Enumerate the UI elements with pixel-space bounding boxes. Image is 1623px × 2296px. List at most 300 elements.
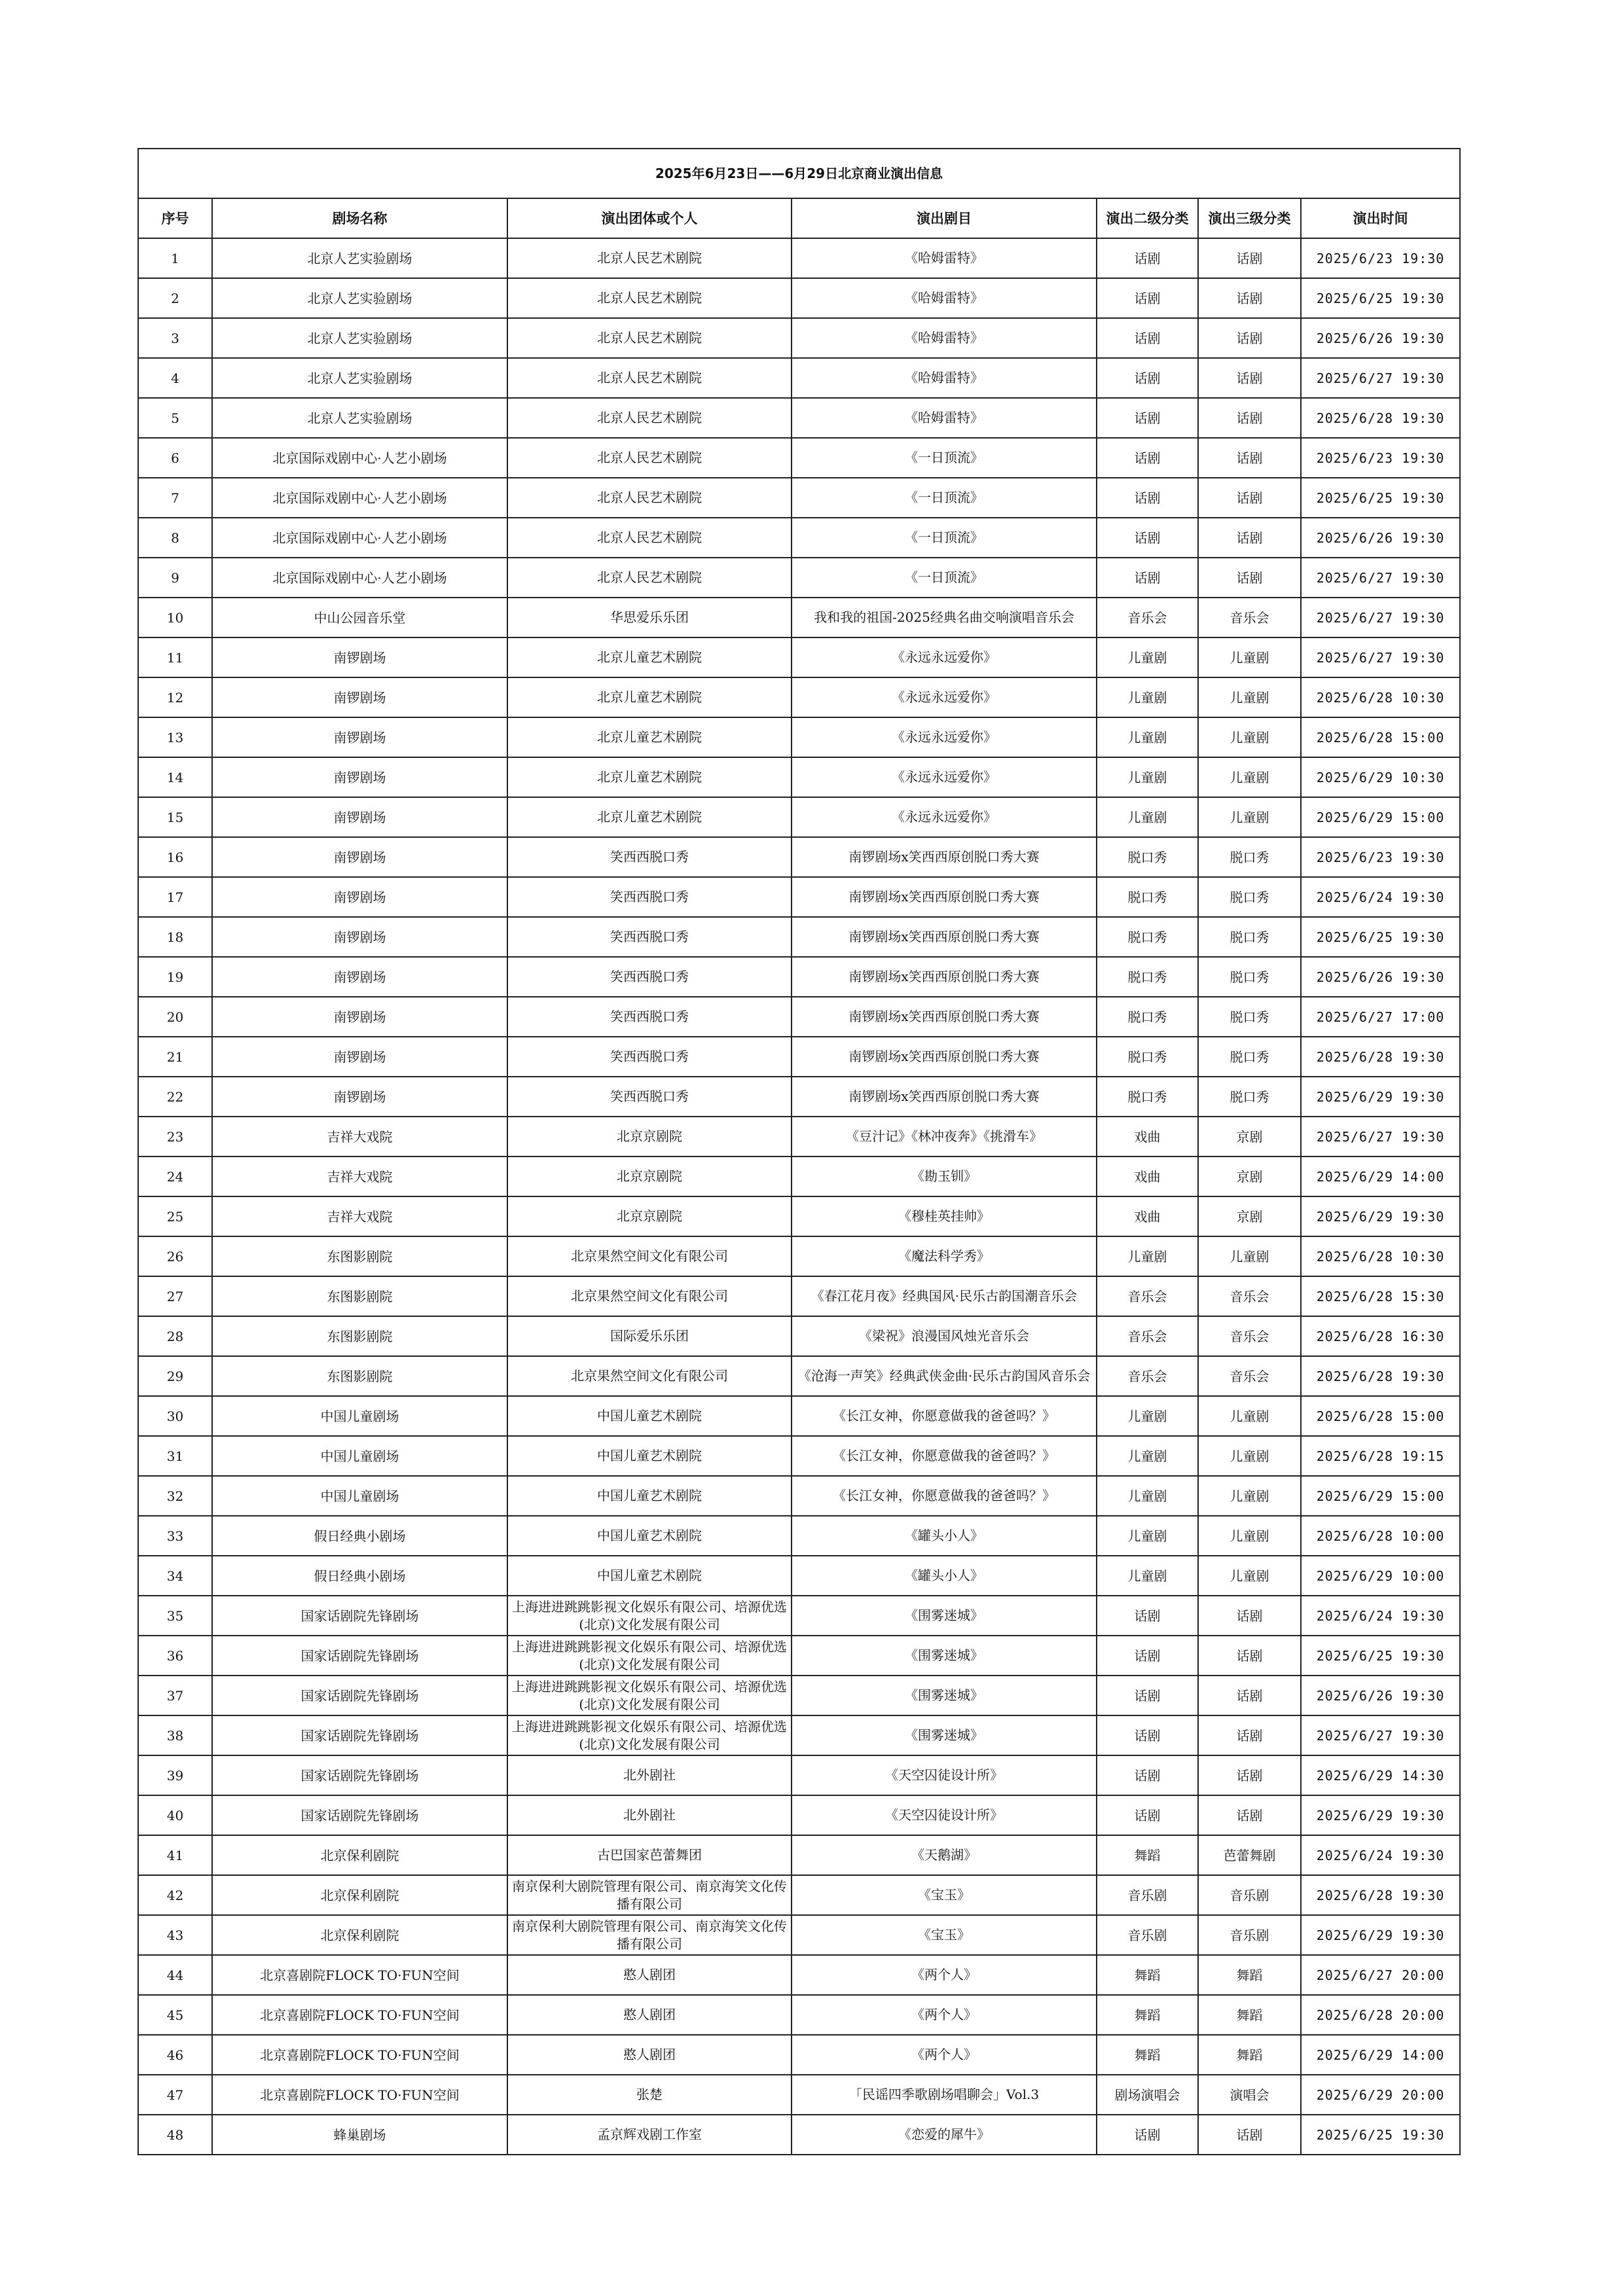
cell-time: 2025/6/29 20:00 — [1301, 2075, 1460, 2115]
cell-category-level2: 话剧 — [1097, 398, 1198, 438]
cell-category-level3: 话剧 — [1198, 398, 1301, 438]
cell-category-level3: 脱口秀 — [1198, 837, 1301, 877]
cell-program: 《围雾迷城》 — [792, 1596, 1097, 1636]
cell-category-level2: 音乐剧 — [1097, 1875, 1198, 1915]
cell-index: 34 — [138, 1556, 212, 1596]
table-row — [138, 1276, 1460, 1316]
cell-time: 2025/6/29 15:00 — [1301, 797, 1460, 837]
table-row — [138, 1396, 1460, 1436]
cell-time: 2025/6/24 19:30 — [1301, 877, 1460, 917]
cell-program: 《梁祝》浪漫国风烛光音乐会 — [792, 1316, 1097, 1356]
cell-performer: 北京果然空间文化有限公司 — [507, 1356, 792, 1396]
cell-performer: 笑西西脱口秀 — [507, 957, 792, 997]
cell-performer: 北京京剧院 — [507, 1196, 792, 1236]
cell-time: 2025/6/28 16:30 — [1301, 1316, 1460, 1356]
cell-time: 2025/6/28 10:30 — [1301, 677, 1460, 717]
table-row — [138, 837, 1460, 877]
cell-index: 42 — [138, 1875, 212, 1915]
cell-category-level3: 话剧 — [1198, 318, 1301, 358]
cell-index: 47 — [138, 2075, 212, 2115]
cell-category-level3: 话剧 — [1198, 1795, 1301, 1835]
cell-venue: 北京保利剧院 — [212, 1835, 507, 1875]
table-row — [138, 1117, 1460, 1157]
cell-category-level2: 话剧 — [1097, 1715, 1198, 1755]
table-row — [138, 478, 1460, 518]
cell-category-level3: 音乐会 — [1198, 1316, 1301, 1356]
cell-program: 《永远永远爱你》 — [792, 677, 1097, 717]
cell-time: 2025/6/27 20:00 — [1301, 1955, 1460, 1995]
header-performer: 演出团体或个人 — [507, 198, 792, 238]
cell-venue: 南锣剧场 — [212, 797, 507, 837]
cell-index: 30 — [138, 1396, 212, 1436]
cell-program: 《恋爱的犀牛》 — [792, 2115, 1097, 2155]
cell-program: 《两个人》 — [792, 1955, 1097, 1995]
cell-index: 25 — [138, 1196, 212, 1236]
cell-venue: 南锣剧场 — [212, 957, 507, 997]
table-row — [138, 238, 1460, 278]
cell-index: 1 — [138, 238, 212, 278]
cell-category-level2: 儿童剧 — [1097, 1556, 1198, 1596]
cell-venue: 国家话剧院先锋剧场 — [212, 1676, 507, 1715]
table-row — [138, 1356, 1460, 1396]
cell-time: 2025/6/29 14:30 — [1301, 1755, 1460, 1795]
cell-index: 18 — [138, 917, 212, 957]
table-row — [138, 2035, 1460, 2075]
cell-index: 23 — [138, 1117, 212, 1157]
cell-category-level2: 儿童剧 — [1097, 1476, 1198, 1516]
cell-performer: 上海进进跳跳影视文化娱乐有限公司、培源优选(北京)文化发展有限公司 — [507, 1715, 792, 1755]
cell-venue: 南锣剧场 — [212, 837, 507, 877]
cell-program: 《哈姆雷特》 — [792, 358, 1097, 398]
cell-time: 2025/6/25 19:30 — [1301, 278, 1460, 318]
cell-category-level2: 剧场演唱会 — [1097, 2075, 1198, 2115]
cell-performer: 上海进进跳跳影视文化娱乐有限公司、培源优选(北京)文化发展有限公司 — [507, 1636, 792, 1676]
cell-performer: 笑西西脱口秀 — [507, 917, 792, 957]
table-row — [138, 1596, 1460, 1636]
cell-program: 《围雾迷城》 — [792, 1676, 1097, 1715]
cell-time: 2025/6/28 10:00 — [1301, 1516, 1460, 1556]
cell-category-level2: 舞蹈 — [1097, 2035, 1198, 2075]
table-row — [138, 1196, 1460, 1236]
cell-category-level3: 芭蕾舞剧 — [1198, 1835, 1301, 1875]
cell-time: 2025/6/29 19:30 — [1301, 1077, 1460, 1117]
cell-performer: 憨人剧团 — [507, 1955, 792, 1995]
cell-category-level2: 话剧 — [1097, 358, 1198, 398]
cell-category-level2: 话剧 — [1097, 518, 1198, 558]
cell-category-level3: 京剧 — [1198, 1117, 1301, 1157]
cell-venue: 南锣剧场 — [212, 717, 507, 757]
cell-performer: 北京人民艺术剧院 — [507, 358, 792, 398]
table-row — [138, 518, 1460, 558]
cell-category-level3: 话剧 — [1198, 558, 1301, 598]
cell-program: 《永远永远爱你》 — [792, 797, 1097, 837]
cell-time: 2025/6/28 20:00 — [1301, 1995, 1460, 2035]
cell-index: 20 — [138, 997, 212, 1037]
cell-venue: 北京喜剧院FLOCK TO·FUN空间 — [212, 1995, 507, 2035]
cell-time: 2025/6/26 19:30 — [1301, 1676, 1460, 1715]
cell-category-level2: 话剧 — [1097, 1596, 1198, 1636]
cell-venue: 吉祥大戏院 — [212, 1196, 507, 1236]
table-row — [138, 2115, 1460, 2155]
table-row — [138, 1915, 1460, 1955]
cell-program: 《哈姆雷特》 — [792, 398, 1097, 438]
cell-venue: 北京人艺实验剧场 — [212, 398, 507, 438]
table-row — [138, 1516, 1460, 1556]
cell-performer: 华思爱乐乐团 — [507, 598, 792, 637]
cell-performer: 笑西西脱口秀 — [507, 837, 792, 877]
cell-category-level2: 儿童剧 — [1097, 677, 1198, 717]
cell-index: 4 — [138, 358, 212, 398]
cell-category-level2: 儿童剧 — [1097, 1236, 1198, 1276]
cell-category-level2: 脱口秀 — [1097, 1037, 1198, 1077]
cell-venue: 假日经典小剧场 — [212, 1556, 507, 1596]
cell-program: 《一日顶流》 — [792, 558, 1097, 598]
cell-time: 2025/6/28 19:30 — [1301, 1037, 1460, 1077]
cell-category-level3: 话剧 — [1198, 1755, 1301, 1795]
cell-venue: 国家话剧院先锋剧场 — [212, 1715, 507, 1755]
table-row — [138, 318, 1460, 358]
cell-program: 南锣剧场x笑西西原创脱口秀大赛 — [792, 1077, 1097, 1117]
cell-category-level3: 儿童剧 — [1198, 1436, 1301, 1476]
cell-category-level3: 话剧 — [1198, 358, 1301, 398]
table-row — [138, 997, 1460, 1037]
cell-program: 《魔法科学秀》 — [792, 1236, 1097, 1276]
cell-index: 24 — [138, 1157, 212, 1196]
cell-venue: 假日经典小剧场 — [212, 1516, 507, 1556]
cell-category-level2: 舞蹈 — [1097, 1835, 1198, 1875]
table-row — [138, 1755, 1460, 1795]
cell-category-level2: 音乐剧 — [1097, 1915, 1198, 1955]
cell-category-level3: 演唱会 — [1198, 2075, 1301, 2115]
cell-program: 《永远永远爱你》 — [792, 717, 1097, 757]
table-row — [138, 877, 1460, 917]
cell-venue: 北京国际戏剧中心·人艺小剧场 — [212, 478, 507, 518]
cell-category-level2: 脱口秀 — [1097, 917, 1198, 957]
cell-program: 《永远永远爱你》 — [792, 637, 1097, 677]
cell-index: 16 — [138, 837, 212, 877]
table-row — [138, 1676, 1460, 1715]
table-row — [138, 2075, 1460, 2115]
cell-time: 2025/6/25 19:30 — [1301, 917, 1460, 957]
cell-performer: 南京保利大剧院管理有限公司、南京海笑文化传播有限公司 — [507, 1915, 792, 1955]
cell-program: 《一日顶流》 — [792, 438, 1097, 478]
cell-category-level2: 戏曲 — [1097, 1117, 1198, 1157]
cell-category-level3: 儿童剧 — [1198, 1556, 1301, 1596]
cell-index: 11 — [138, 637, 212, 677]
cell-category-level2: 话剧 — [1097, 478, 1198, 518]
cell-time: 2025/6/29 19:30 — [1301, 1795, 1460, 1835]
cell-venue: 北京国际戏剧中心·人艺小剧场 — [212, 518, 507, 558]
cell-venue: 中国儿童剧场 — [212, 1436, 507, 1476]
table-row — [138, 1556, 1460, 1596]
cell-category-level3: 脱口秀 — [1198, 997, 1301, 1037]
cell-venue: 北京国际戏剧中心·人艺小剧场 — [212, 558, 507, 598]
cell-program: 《春江花月夜》经典国风·民乐古韵国潮音乐会 — [792, 1276, 1097, 1316]
cell-performer: 北京人民艺术剧院 — [507, 238, 792, 278]
cell-venue: 东图影剧院 — [212, 1316, 507, 1356]
cell-category-level3: 话剧 — [1198, 438, 1301, 478]
cell-time: 2025/6/26 19:30 — [1301, 318, 1460, 358]
cell-category-level3: 话剧 — [1198, 1596, 1301, 1636]
table-row — [138, 1316, 1460, 1356]
cell-performer: 北京人民艺术剧院 — [507, 558, 792, 598]
cell-performer: 憨人剧团 — [507, 1995, 792, 2035]
cell-category-level2: 话剧 — [1097, 238, 1198, 278]
cell-category-level2: 脱口秀 — [1097, 957, 1198, 997]
cell-program: 《罐头小人》 — [792, 1556, 1097, 1596]
cell-category-level3: 儿童剧 — [1198, 1236, 1301, 1276]
table-row — [138, 398, 1460, 438]
cell-index: 5 — [138, 398, 212, 438]
cell-category-level2: 儿童剧 — [1097, 637, 1198, 677]
cell-index: 41 — [138, 1835, 212, 1875]
cell-category-level3: 儿童剧 — [1198, 1476, 1301, 1516]
header-index: 序号 — [138, 198, 212, 238]
cell-category-level3: 舞蹈 — [1198, 2035, 1301, 2075]
cell-venue: 北京喜剧院FLOCK TO·FUN空间 — [212, 1955, 507, 1995]
cell-performer: 北京儿童艺术剧院 — [507, 797, 792, 837]
cell-program: 《长江女神，你愿意做我的爸爸吗？》 — [792, 1396, 1097, 1436]
table-row — [138, 1157, 1460, 1196]
cell-time: 2025/6/23 19:30 — [1301, 837, 1460, 877]
cell-category-level2: 音乐会 — [1097, 1316, 1198, 1356]
cell-category-level2: 儿童剧 — [1097, 797, 1198, 837]
cell-program: 《天空囚徒设计所》 — [792, 1795, 1097, 1835]
cell-performer: 北京果然空间文化有限公司 — [507, 1236, 792, 1276]
cell-venue: 东图影剧院 — [212, 1236, 507, 1276]
cell-program: 《哈姆雷特》 — [792, 318, 1097, 358]
cell-venue: 东图影剧院 — [212, 1276, 507, 1316]
cell-category-level2: 舞蹈 — [1097, 1955, 1198, 1995]
cell-performer: 北外剧社 — [507, 1795, 792, 1835]
cell-program: 《一日顶流》 — [792, 478, 1097, 518]
cell-performer: 北京人民艺术剧院 — [507, 318, 792, 358]
cell-venue: 北京保利剧院 — [212, 1915, 507, 1955]
header-category-level2: 演出二级分类 — [1097, 198, 1198, 238]
cell-performer: 南京保利大剧院管理有限公司、南京海笑文化传播有限公司 — [507, 1875, 792, 1915]
cell-index: 40 — [138, 1795, 212, 1835]
cell-time: 2025/6/27 19:30 — [1301, 558, 1460, 598]
header-time: 演出时间 — [1301, 198, 1460, 238]
cell-category-level3: 儿童剧 — [1198, 1516, 1301, 1556]
cell-category-level3: 儿童剧 — [1198, 677, 1301, 717]
cell-index: 13 — [138, 717, 212, 757]
cell-category-level2: 儿童剧 — [1097, 1436, 1198, 1476]
cell-program: 《长江女神，你愿意做我的爸爸吗？》 — [792, 1476, 1097, 1516]
cell-time: 2025/6/23 19:30 — [1301, 438, 1460, 478]
cell-category-level2: 戏曲 — [1097, 1196, 1198, 1236]
cell-category-level3: 话剧 — [1198, 1715, 1301, 1755]
cell-category-level3: 脱口秀 — [1198, 957, 1301, 997]
table-row — [138, 438, 1460, 478]
cell-performer: 北京京剧院 — [507, 1117, 792, 1157]
cell-performer: 上海进进跳跳影视文化娱乐有限公司、培源优选(北京)文化发展有限公司 — [507, 1596, 792, 1636]
cell-index: 17 — [138, 877, 212, 917]
cell-category-level2: 话剧 — [1097, 2115, 1198, 2155]
cell-performer: 中国儿童艺术剧院 — [507, 1556, 792, 1596]
cell-time: 2025/6/27 19:30 — [1301, 1117, 1460, 1157]
cell-category-level2: 音乐会 — [1097, 1276, 1198, 1316]
cell-program: 南锣剧场x笑西西原创脱口秀大赛 — [792, 1037, 1097, 1077]
cell-performer: 张楚 — [507, 2075, 792, 2115]
cell-index: 32 — [138, 1476, 212, 1516]
cell-venue: 北京国际戏剧中心·人艺小剧场 — [212, 438, 507, 478]
table-row — [138, 1875, 1460, 1915]
cell-category-level3: 舞蹈 — [1198, 1995, 1301, 2035]
cell-category-level3: 音乐剧 — [1198, 1875, 1301, 1915]
table-row — [138, 278, 1460, 318]
cell-category-level2: 音乐会 — [1097, 598, 1198, 637]
cell-venue: 南锣剧场 — [212, 1037, 507, 1077]
cell-category-level3: 脱口秀 — [1198, 1077, 1301, 1117]
cell-index: 6 — [138, 438, 212, 478]
header-venue: 剧场名称 — [212, 198, 507, 238]
cell-time: 2025/6/28 15:00 — [1301, 1396, 1460, 1436]
cell-venue: 南锣剧场 — [212, 917, 507, 957]
table-row — [138, 797, 1460, 837]
cell-performer: 北京京剧院 — [507, 1157, 792, 1196]
cell-performer: 北外剧社 — [507, 1755, 792, 1795]
cell-category-level3: 话剧 — [1198, 2115, 1301, 2155]
cell-index: 15 — [138, 797, 212, 837]
cell-category-level2: 话剧 — [1097, 1755, 1198, 1795]
cell-category-level2: 儿童剧 — [1097, 1396, 1198, 1436]
table-title: 2025年6月23日——6月29日北京商业演出信息 — [138, 149, 1460, 198]
cell-program: 南锣剧场x笑西西原创脱口秀大赛 — [792, 877, 1097, 917]
cell-venue: 南锣剧场 — [212, 677, 507, 717]
cell-time: 2025/6/28 19:30 — [1301, 398, 1460, 438]
cell-program: 《天鹅湖》 — [792, 1835, 1097, 1875]
cell-category-level3: 舞蹈 — [1198, 1955, 1301, 1995]
cell-time: 2025/6/25 19:30 — [1301, 1636, 1460, 1676]
cell-performer: 北京儿童艺术剧院 — [507, 757, 792, 797]
cell-category-level2: 脱口秀 — [1097, 837, 1198, 877]
cell-category-level2: 儿童剧 — [1097, 717, 1198, 757]
cell-program: 《围雾迷城》 — [792, 1715, 1097, 1755]
table-row — [138, 1037, 1460, 1077]
cell-program: 《一日顶流》 — [792, 518, 1097, 558]
cell-time: 2025/6/28 15:30 — [1301, 1276, 1460, 1316]
cell-index: 39 — [138, 1755, 212, 1795]
cell-program: 《穆桂英挂帅》 — [792, 1196, 1097, 1236]
cell-program: 《围雾迷城》 — [792, 1636, 1097, 1676]
cell-venue: 吉祥大戏院 — [212, 1157, 507, 1196]
cell-index: 43 — [138, 1915, 212, 1955]
cell-venue: 北京人艺实验剧场 — [212, 238, 507, 278]
cell-category-level3: 京剧 — [1198, 1157, 1301, 1196]
cell-venue: 南锣剧场 — [212, 877, 507, 917]
table-row — [138, 598, 1460, 637]
cell-index: 45 — [138, 1995, 212, 2035]
cell-performer: 中国儿童艺术剧院 — [507, 1516, 792, 1556]
cell-category-level3: 儿童剧 — [1198, 757, 1301, 797]
cell-category-level3: 儿童剧 — [1198, 717, 1301, 757]
cell-category-level3: 儿童剧 — [1198, 797, 1301, 837]
cell-time: 2025/6/28 19:30 — [1301, 1875, 1460, 1915]
cell-performer: 孟京辉戏剧工作室 — [507, 2115, 792, 2155]
cell-time: 2025/6/28 19:15 — [1301, 1436, 1460, 1476]
table-row — [138, 757, 1460, 797]
cell-performer: 北京儿童艺术剧院 — [507, 677, 792, 717]
cell-time: 2025/6/29 19:30 — [1301, 1915, 1460, 1955]
cell-program: 我和我的祖国-2025经典名曲交响演唱音乐会 — [792, 598, 1097, 637]
cell-venue: 北京人艺实验剧场 — [212, 358, 507, 398]
cell-index: 21 — [138, 1037, 212, 1077]
cell-performer: 北京儿童艺术剧院 — [507, 717, 792, 757]
cell-category-level3: 话剧 — [1198, 518, 1301, 558]
cell-performer: 憨人剧团 — [507, 2035, 792, 2075]
cell-category-level2: 脱口秀 — [1097, 877, 1198, 917]
cell-venue: 北京喜剧院FLOCK TO·FUN空间 — [212, 2035, 507, 2075]
cell-index: 14 — [138, 757, 212, 797]
cell-index: 26 — [138, 1236, 212, 1276]
cell-venue: 中国儿童剧场 — [212, 1396, 507, 1436]
cell-category-level3: 脱口秀 — [1198, 1037, 1301, 1077]
cell-performer: 国际爱乐乐团 — [507, 1316, 792, 1356]
cell-venue: 北京喜剧院FLOCK TO·FUN空间 — [212, 2075, 507, 2115]
cell-performer: 北京果然空间文化有限公司 — [507, 1276, 792, 1316]
cell-time: 2025/6/23 19:30 — [1301, 238, 1460, 278]
cell-category-level3: 话剧 — [1198, 478, 1301, 518]
cell-category-level3: 音乐会 — [1198, 598, 1301, 637]
cell-program: 「民谣四季歌剧场唱聊会」Vol.3 — [792, 2075, 1097, 2115]
table-row — [138, 1995, 1460, 2035]
cell-category-level3: 脱口秀 — [1198, 917, 1301, 957]
cell-index: 38 — [138, 1715, 212, 1755]
cell-category-level3: 话剧 — [1198, 1676, 1301, 1715]
cell-time: 2025/6/29 15:00 — [1301, 1476, 1460, 1516]
cell-time: 2025/6/29 14:00 — [1301, 1157, 1460, 1196]
cell-category-level2: 话剧 — [1097, 1795, 1198, 1835]
cell-program: 《哈姆雷特》 — [792, 278, 1097, 318]
cell-program: 《勘玉钏》 — [792, 1157, 1097, 1196]
table-row — [138, 1236, 1460, 1276]
cell-performer: 北京人民艺术剧院 — [507, 398, 792, 438]
cell-category-level2: 舞蹈 — [1097, 1995, 1198, 2035]
cell-category-level3: 京剧 — [1198, 1196, 1301, 1236]
cell-program: 《两个人》 — [792, 1995, 1097, 2035]
cell-index: 10 — [138, 598, 212, 637]
cell-index: 19 — [138, 957, 212, 997]
cell-category-level3: 话剧 — [1198, 278, 1301, 318]
cell-time: 2025/6/29 10:00 — [1301, 1556, 1460, 1596]
table-row — [138, 1795, 1460, 1835]
cell-index: 27 — [138, 1276, 212, 1316]
cell-venue: 吉祥大戏院 — [212, 1117, 507, 1157]
cell-time: 2025/6/27 17:00 — [1301, 997, 1460, 1037]
cell-index: 9 — [138, 558, 212, 598]
cell-venue: 南锣剧场 — [212, 757, 507, 797]
cell-time: 2025/6/27 19:30 — [1301, 358, 1460, 398]
cell-time: 2025/6/27 19:30 — [1301, 637, 1460, 677]
cell-venue: 国家话剧院先锋剧场 — [212, 1636, 507, 1676]
cell-performer: 笑西西脱口秀 — [507, 1037, 792, 1077]
header-category-level3: 演出三级分类 — [1198, 198, 1301, 238]
cell-program: 南锣剧场x笑西西原创脱口秀大赛 — [792, 997, 1097, 1037]
cell-category-level2: 话剧 — [1097, 558, 1198, 598]
cell-index: 8 — [138, 518, 212, 558]
cell-venue: 南锣剧场 — [212, 1077, 507, 1117]
cell-index: 22 — [138, 1077, 212, 1117]
table-row — [138, 1077, 1460, 1117]
cell-venue: 国家话剧院先锋剧场 — [212, 1596, 507, 1636]
cell-venue: 南锣剧场 — [212, 637, 507, 677]
cell-venue: 中国儿童剧场 — [212, 1476, 507, 1516]
cell-category-level2: 音乐会 — [1097, 1356, 1198, 1396]
cell-category-level2: 戏曲 — [1097, 1157, 1198, 1196]
cell-venue: 国家话剧院先锋剧场 — [212, 1795, 507, 1835]
cell-performer: 笑西西脱口秀 — [507, 1077, 792, 1117]
